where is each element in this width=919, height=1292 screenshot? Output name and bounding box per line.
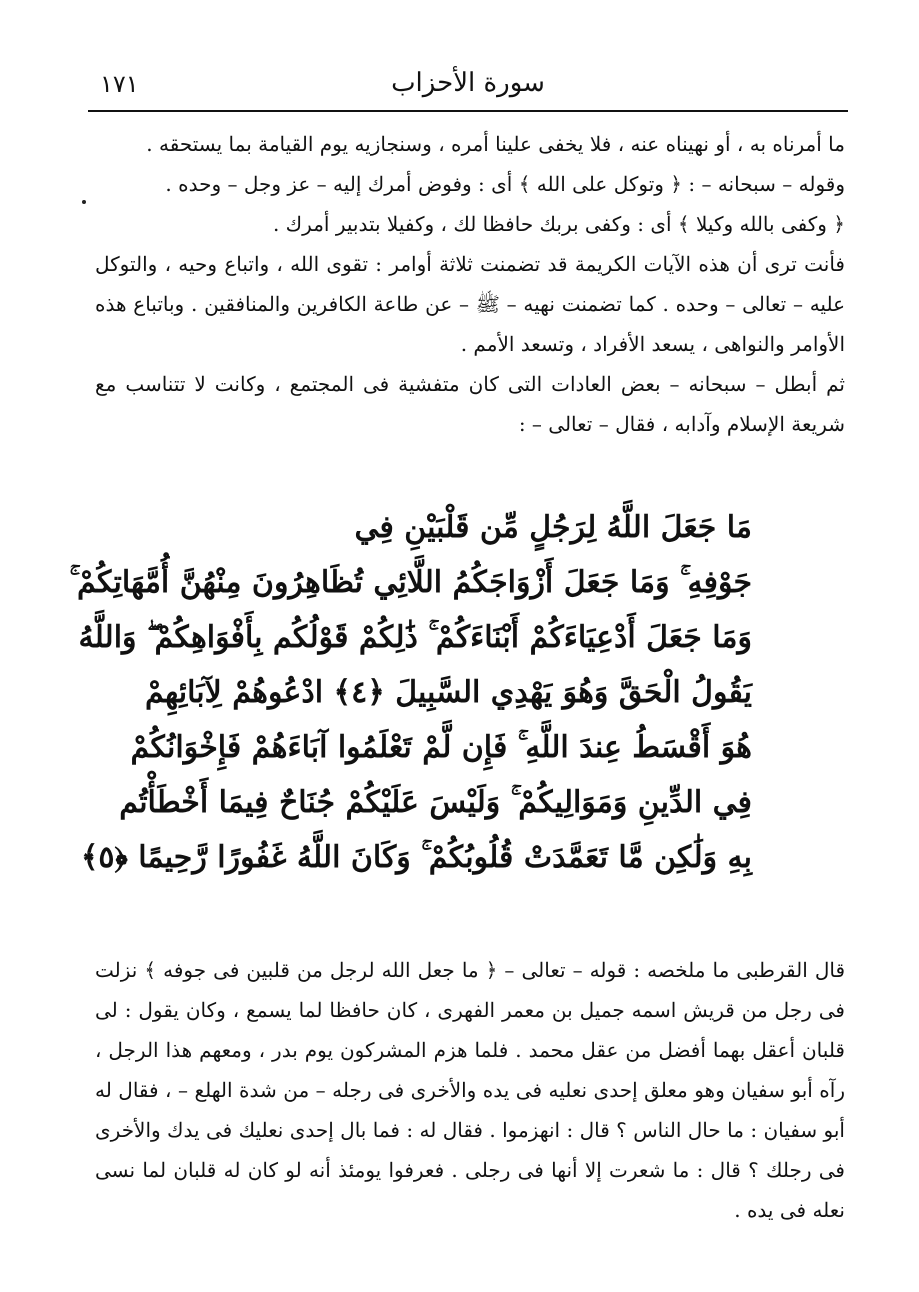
paragraph: فأنت ترى أن هذه الآيات الكريمة قد تضمنت ثلاثة أوامر : تقوى الله ، واتباع وحيه ، والتوكل عليه – تعالى – وحده . كما تضمنت نهيه – ﷺ – عن طاعة الكافرين والمنافقين . وباتباع هذه الأوامر والنواهى ، يسعد الأفراد ، وتسعد الأمم . [95,252,845,356]
header-rule [88,110,848,112]
paragraph: وقوله – سبحانه – : ﴿ وتوكل على الله ﴾ أى : وفوض أمرك إليه – عز وجل – وحده . [165,172,845,196]
paragraph: ﴿ وكفى بالله وكيلا ﴾ أى : وكفى بربك حافظا لك ، وكفيلا بتدبير أمرك . [272,212,845,236]
verse-line: جَوْفِهِ ۚ وَمَا جَعَلَ أَزْوَاجَكُمُ اللَّائِي تُظَاهِرُونَ مِنْهُنَّ أُمَّهَاتِكُمْ ۚ [69,565,752,600]
commentary-top [95,124,845,444]
surah-title: سورة الأحزاب [391,68,545,98]
paragraph: ما أمرناه به ، أو نهيناه عنه ، فلا يخفى علينا أمره ، وسنجازيه يوم القيامة بما يستحقه . [146,132,845,156]
verse-line: بِهِ وَلَٰكِن مَّا تَعَمَّدَتْ قُلُوبُكُمْ ۚ وَكَانَ اللَّهُ غَفُورًا رَّحِيمًا ﴿٥﴾ [80,840,752,875]
paragraph: قال القرطبى ما ملخصه : قوله – تعالى – ﴿ ما جعل الله لرجل من قلبين فى جوفه ﴾ نزلت فى رجل من قريش اسمه جميل بن معمر الفهرى ، كان حافظا لما يسمع ، وكان يقول : لى قلبان أعقل بهما أفضل من عقل محمد . فلما هزم المشركون يوم بدر ، ومعهم هذا الرجل ، رآه أبو سفيان وهو معلق إحدى نعليه فى يده والأخرى فى رجله – من شدة الهلع – ، فقال له أبو سفيان : ما حال الناس ؟ قال : انهزموا . فقال له : فما بال إحدى نعليك فى يدك والأخرى فى رجلك ؟ قال : ما شعرت إلا أنها فى رجلى . فعرفوا يومئذ أنه لو كان له قلبان لما نسى نعله فى يده . [95,958,845,1222]
margin-dot [82,200,86,204]
verse-line: يَقُولُ الْحَقَّ وَهُوَ يَهْدِي السَّبِيلَ ﴿٤﴾ ادْعُوهُمْ لِآبَائِهِمْ [145,675,752,710]
paragraph: ثم أبطل – سبحانه – بعض العادات التى كان متفشية فى المجتمع ، وكانت لا تتناسب مع شريعة الإسلام وآدابه ، فقال – تعالى – : [95,372,845,436]
verse-line: مَا جَعَلَ اللَّهُ لِرَجُلٍ مِّن قَلْبَيْنِ فِي [354,510,752,545]
verse-line: وَمَا جَعَلَ أَدْعِيَاءَكُمْ أَبْنَاءَكُمْ ۚ ذَٰلِكُمْ قَوْلُكُم بِأَفْوَاهِكُمْ ۖ وَاللَّهُ [78,620,752,655]
verse-line: فِي الدِّينِ وَمَوَالِيكُمْ ۚ وَلَيْسَ عَلَيْكُمْ جُنَاحٌ فِيمَا أَخْطَأْتُم [119,785,752,820]
page-header [88,62,848,110]
page-number: ١٧١ [100,70,139,98]
commentary-bottom [95,950,845,1230]
verse-line: هُوَ أَقْسَطُ عِندَ اللَّهِ ۚ فَإِن لَّمْ تَعْلَمُوا آبَاءَهُمْ فَإِخْوَانُكُمْ [130,730,752,765]
quran-verse-block [69,500,752,885]
